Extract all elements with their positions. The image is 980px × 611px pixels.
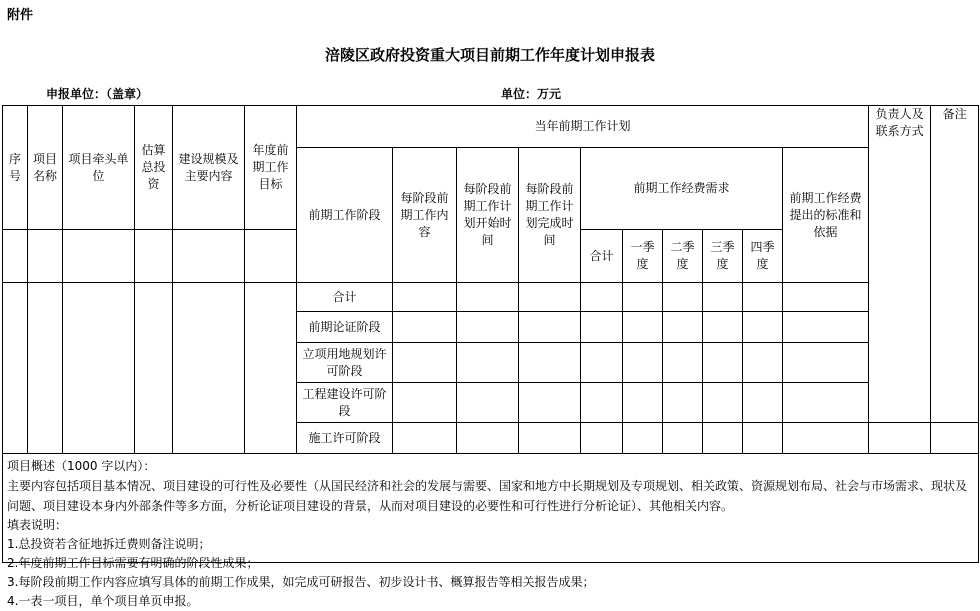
stage-label: 立项用地规划许可阶段 [297,343,393,383]
stage-cell[interactable] [783,423,869,454]
stage-cell[interactable] [581,423,623,454]
declaring-unit-label: 申报单位：（盖章） [46,87,149,101]
stage-cell[interactable] [623,283,663,312]
input-seq[interactable] [3,283,28,454]
stage-cell[interactable] [519,283,581,312]
stage-cell[interactable] [783,312,869,343]
header-construction-scale: 建设规模及主要内容 [173,106,245,230]
stage-cell[interactable] [519,312,581,343]
overview-label: 项目概述（1000 字以内）： [7,459,156,473]
stage-label: 前期论证阶段 [297,312,393,343]
stage-cell[interactable] [703,383,743,423]
header-q2: 二季度 [663,230,703,283]
blank-cell[interactable] [173,230,245,283]
stage-cell[interactable] [581,283,623,312]
stage-cell[interactable] [703,312,743,343]
header-remark: 备注 [931,106,979,423]
stage-label: 合计 [297,283,393,312]
stage-cell[interactable] [663,312,703,343]
header-start-time: 每阶段前期工作计划开始时间 [457,148,519,283]
stage-cell[interactable] [663,343,703,383]
stage-cell[interactable] [581,343,623,383]
stage-cell[interactable] [393,423,457,454]
header-seq: 序号 [3,106,28,230]
stage-cell[interactable] [519,423,581,454]
header-end-time: 每阶段前期工作计划完成时间 [519,148,581,283]
header-stage: 前期工作阶段 [297,148,393,283]
header-project-name: 项目名称 [28,106,63,230]
contact-cell[interactable] [869,423,931,454]
stage-cell[interactable] [743,383,783,423]
input-annual-goal[interactable] [245,283,297,454]
remark-cell[interactable] [931,423,979,454]
instructions-title: 填表说明： [7,518,68,532]
stage-cell[interactable] [393,383,457,423]
stage-cell[interactable] [743,343,783,383]
stage-cell[interactable] [623,343,663,383]
stage-cell[interactable] [743,283,783,312]
stage-cell[interactable] [457,383,519,423]
stage-cell[interactable] [703,283,743,312]
stage-cell[interactable] [457,343,519,383]
stage-cell[interactable] [663,283,703,312]
instructions [7,516,594,611]
instruction-item: 2.年度前期工作目标需要有明确的阶段性成果； [7,556,259,570]
header-funding: 前期工作经费需求 [581,148,783,230]
stage-label: 施工许可阶段 [297,423,393,454]
stage-cell[interactable] [581,312,623,343]
stage-cell[interactable] [743,423,783,454]
header-estimated-investment: 估算总投资 [135,106,173,230]
header-q4: 四季度 [743,230,783,283]
stage-cell[interactable] [393,283,457,312]
header-lead-unit: 项目牵头单位 [63,106,135,230]
stage-cell[interactable] [663,383,703,423]
header-stage-content: 每阶段前期工作内容 [393,148,457,283]
stage-cell[interactable] [623,312,663,343]
stage-cell[interactable] [519,383,581,423]
instruction-item: 3.每阶段前期工作内容应填写具体的前期工作成果，如完成可研报告、初步设计书、概算报告等相关报告成果； [7,575,595,589]
stage-cell[interactable] [623,383,663,423]
header-annual-goal: 年度前期工作目标 [245,106,297,230]
input-construction-scale[interactable] [173,283,245,454]
stage-cell[interactable] [457,312,519,343]
input-project-name[interactable] [28,283,63,454]
stage-cell[interactable] [519,343,581,383]
stage-cell[interactable] [623,423,663,454]
attachment-label: 附件 [7,8,34,23]
header-q1: 一季度 [623,230,663,283]
stage-cell[interactable] [783,383,869,423]
overview-description: 主要内容包括项目基本情况、项目建设的可行性及必要性（从国民经济和社会的发展与需要、国家和地方中长期规划及专项规划、相关政策、资源规划布局、社会与市场需求、现状及问题、项目建设本身内外部条件等多方面，分析论证项目建设的背景，从而对项目建设的必要性和可行性进行分析论证）、其他相关内容。 [7,479,968,513]
blank-cell[interactable] [3,230,28,283]
stage-cell[interactable] [457,283,519,312]
header-contact: 负责人及联系方式 [869,106,931,423]
stage-cell[interactable] [393,343,457,383]
stage-cell[interactable] [783,343,869,383]
input-lead-unit[interactable] [63,283,135,454]
form-title: 涪陵区政府投资重大项目前期工作年度计划申报表 [324,46,655,64]
blank-cell[interactable] [135,230,173,283]
amount-unit-label: 单位：万元 [501,87,562,101]
stage-cell[interactable] [663,423,703,454]
plan-table [2,105,979,563]
stage-cell[interactable] [457,423,519,454]
input-estimated-investment[interactable] [135,283,173,454]
header-q3: 三季度 [703,230,743,283]
blank-cell[interactable] [245,230,297,283]
stage-cell[interactable] [743,312,783,343]
header-funding-basis: 前期工作经费提出的标准和依据 [783,148,869,283]
stage-cell[interactable] [703,343,743,383]
stage-cell[interactable] [703,423,743,454]
stage-cell[interactable] [393,312,457,343]
stage-cell[interactable] [581,383,623,423]
blank-cell[interactable] [28,230,63,283]
instruction-item: 1.总投资若含征地拆迁费则备注说明； [7,537,211,551]
blank-cell[interactable] [63,230,135,283]
instruction-item: 4.一表一项目，单个项目单页申报。 [7,594,199,608]
stage-label: 工程建设许可阶段 [297,383,393,423]
stage-cell[interactable] [783,283,869,312]
header-current-plan: 当年前期工作计划 [297,106,869,148]
header-funding-total: 合计 [581,230,623,283]
